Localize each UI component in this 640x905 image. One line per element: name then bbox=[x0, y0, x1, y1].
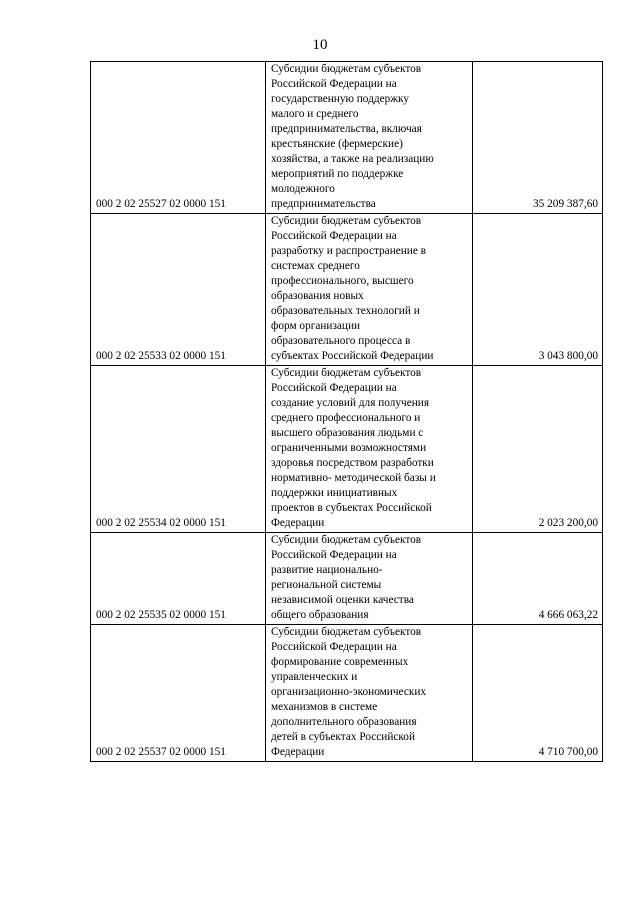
amount-cell: 35 209 387,60 bbox=[473, 62, 603, 214]
table-row bbox=[91, 366, 603, 533]
table-row bbox=[91, 625, 603, 762]
table-row bbox=[91, 62, 603, 214]
description-cell: Субсидии бюджетам субъектов Российской Федерации на государственную поддержку малого и среднего предпринимательства, включая крестьянские (фермерские) хозяйства, а также на реализацию мероприятий по поддержке молодежного предпринимательства bbox=[266, 62, 473, 214]
budget-code-cell: 000 2 02 25533 02 0000 151 bbox=[91, 214, 266, 366]
description-cell: Субсидии бюджетам субъектов Российской Федерации на развитие национально- региональной системы независимой оценки качества общего образования bbox=[266, 533, 473, 625]
amount-cell: 2 023 200,00 bbox=[473, 366, 603, 533]
budget-code-cell: 000 2 02 25535 02 0000 151 bbox=[91, 533, 266, 625]
table-row bbox=[91, 214, 603, 366]
budget-table bbox=[90, 61, 603, 762]
table-row bbox=[91, 533, 603, 625]
budget-code-cell: 000 2 02 25537 02 0000 151 bbox=[91, 625, 266, 762]
budget-code-cell: 000 2 02 25534 02 0000 151 bbox=[91, 366, 266, 533]
page-number: 10 bbox=[312, 37, 328, 53]
budget-code-cell: 000 2 02 25527 02 0000 151 bbox=[91, 62, 266, 214]
description-cell: Субсидии бюджетам субъектов Российской Федерации на создание условий для получения среднего профессионального и высшего образования людьми с ограниченными возможностями здоровья посредством разработки нормативно- методической базы и поддержки инициативных проектов в субъектах Российской Федерации bbox=[266, 366, 473, 533]
amount-cell: 3 043 800,00 bbox=[473, 214, 603, 366]
description-cell: Субсидии бюджетам субъектов Российской Федерации на разработку и распространение в системах среднего профессионального, высшего образования новых образовательных технологий и форм организации образовательного процесса в субъектах Российской Федерации bbox=[266, 214, 473, 366]
description-cell: Субсидии бюджетам субъектов Российской Федерации на формирование современных управленческих и организационно-экономических механизмов в системе дополнительного образования детей в субъектах Российской Федерации bbox=[266, 625, 473, 762]
amount-cell: 4 710 700,00 bbox=[473, 625, 603, 762]
amount-cell: 4 666 063,22 bbox=[473, 533, 603, 625]
